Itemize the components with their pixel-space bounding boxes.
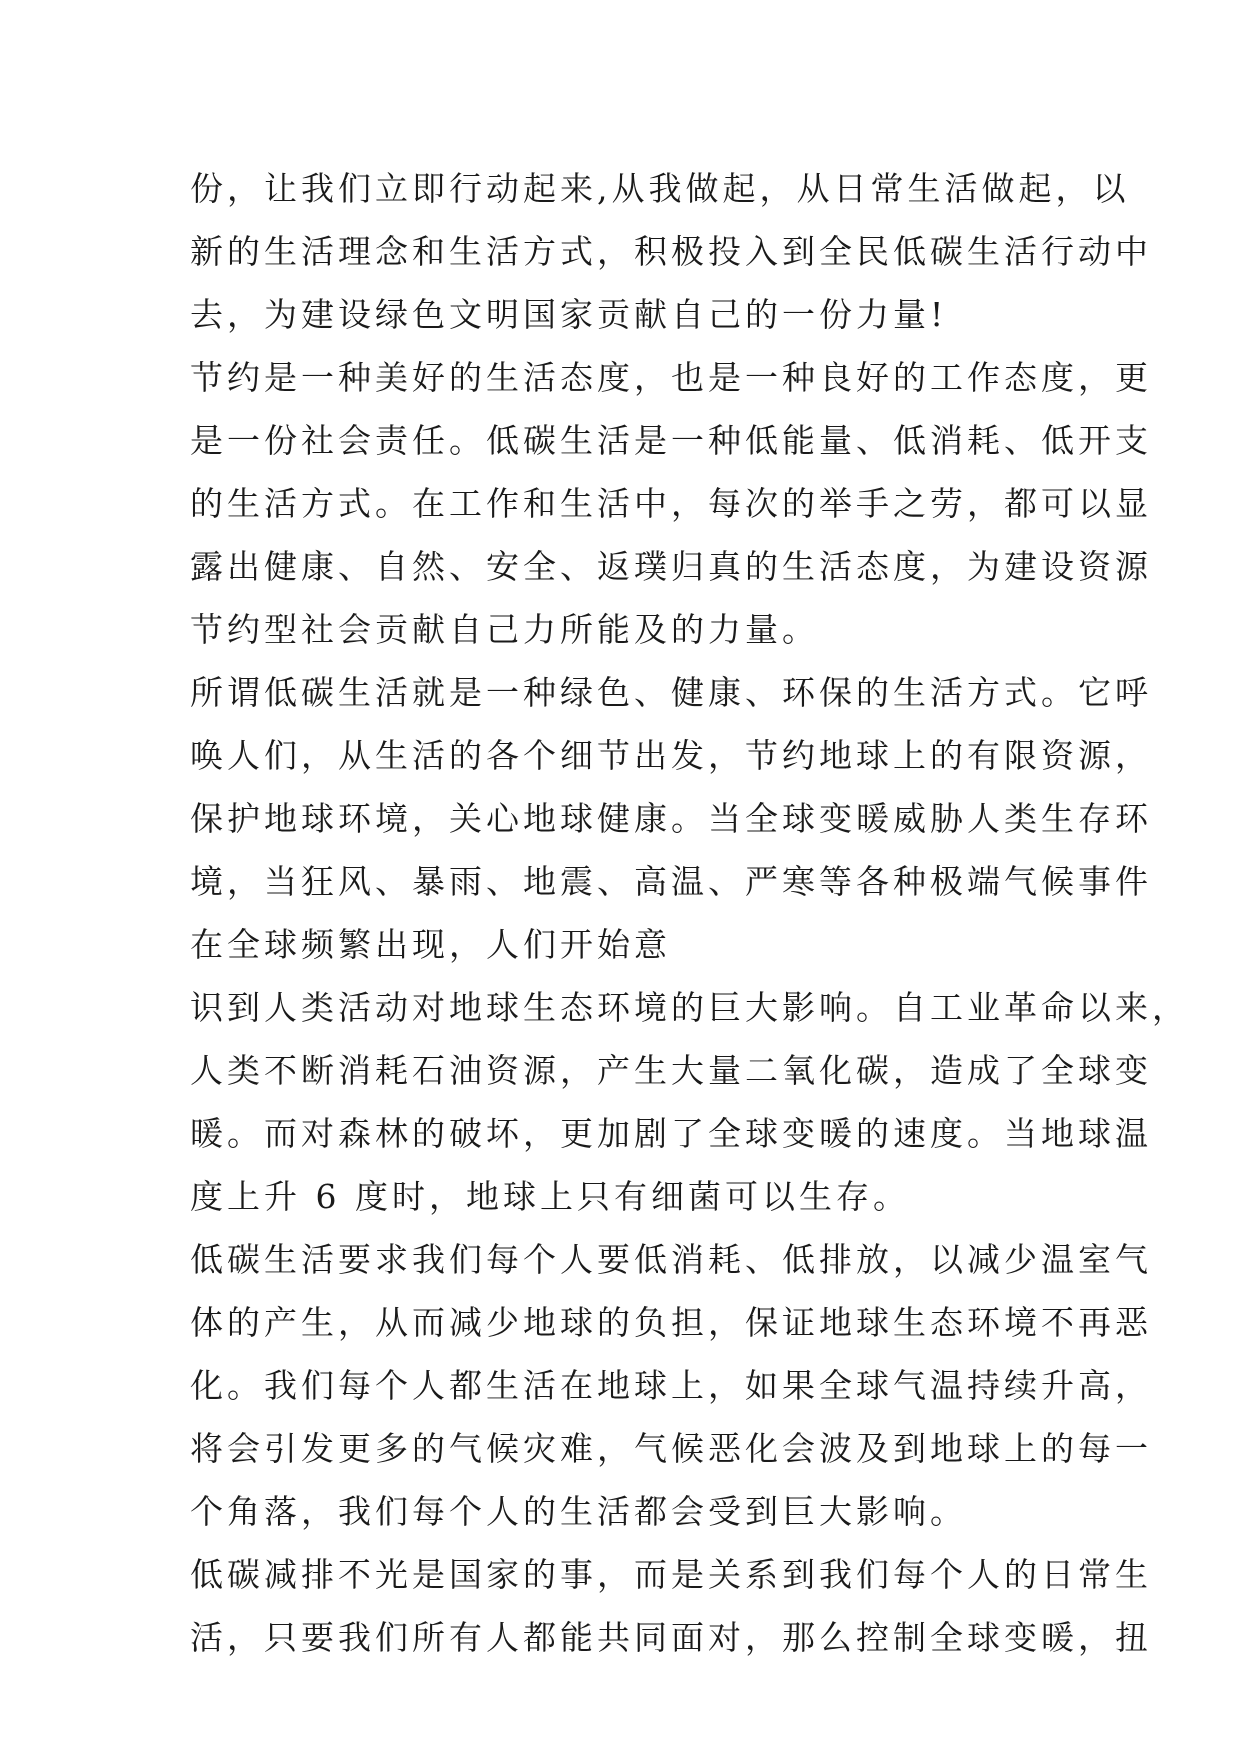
text-line: 暖。而对森林的破坏，更加剧了全球变暖的速度。当地球温 [190,1114,1152,1153]
text-line: 低碳生活要求我们每个人要低消耗、低排放，以减少温室气 [190,1240,1152,1279]
body-text [190,157,1189,1669]
text-line: 是一份社会责任。低碳生活是一种低能量、低消耗、低开支 [190,421,1152,460]
text-line: 将会引发更多的气候灾难，气候恶化会波及到地球上的每一 [190,1429,1152,1468]
text-line: 个角落，我们每个人的生活都会受到巨大影响。 [190,1492,967,1531]
text-line: 新的生活理念和生活方式，积极投入到全民低碳生活行动中 [190,232,1152,271]
text-line: 露出健康、自然、安全、返璞归真的生活态度，为建设资源 [190,547,1152,586]
text-line: 去，为建设绿色文明国家贡献自己的一份力量! [190,295,948,334]
text-line: 活，只要我们所有人都能共同面对，那么控制全球变暖，扭 [190,1618,1152,1657]
text-line: 节约是一种美好的生活态度，也是一种良好的工作态度，更 [190,358,1152,397]
text-line: 份，让我们立即行动起来,从我做起，从日常生活做起，以 [190,169,1130,208]
text-line: 化。我们每个人都生活在地球上，如果全球气温持续升高， [190,1366,1152,1405]
text-line: 人类不断消耗石油资源，产生大量二氧化碳，造成了全球变 [190,1051,1152,1090]
text-line: 体的产生，从而减少地球的负担，保证地球生态环境不再恶 [190,1303,1152,1342]
text-line: 所谓低碳生活就是一种绿色、健康、环保的生活方式。它呼 [190,673,1152,712]
text-line: 低碳减排不光是国家的事，而是关系到我们每个人的日常生 [190,1555,1152,1594]
text-line: 的生活方式。在工作和生活中，每次的举手之劳，都可以显 [190,484,1152,523]
text-line: 识到人类活动对地球生态环境的巨大影响。自工业革命以来， [190,988,1189,1027]
text-line: 唤人们，从生活的各个细节出发，节约地球上的有限资源， [190,736,1152,775]
text-line: 节约型社会贡献自己力所能及的力量。 [190,610,819,649]
text-line: 保护地球环境，关心地球健康。当全球变暖威胁人类生存环 [190,799,1152,838]
text-line: 度上升 6 度时，地球上只有细菌可以生存。 [190,1177,910,1216]
text-line: 在全球频繁出现，人们开始意 [190,925,671,964]
text-line: 境，当狂风、暴雨、地震、高温、严寒等各种极端气候事件 [190,862,1152,901]
